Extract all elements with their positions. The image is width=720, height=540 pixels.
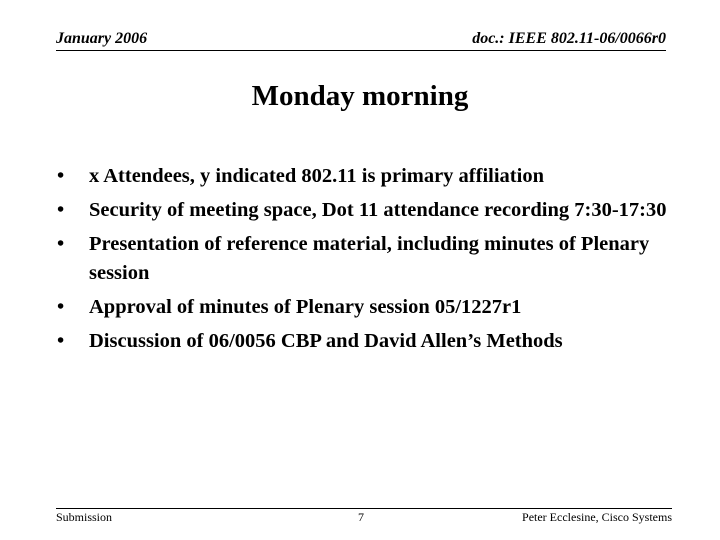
bullet-icon: • bbox=[57, 330, 65, 352]
bullet-icon: • bbox=[57, 199, 65, 221]
bullet-text: Discussion of 06/0056 CBP and David Allen’s Methods bbox=[89, 330, 563, 352]
bullet-icon: • bbox=[57, 233, 65, 255]
bullet-item bbox=[56, 162, 676, 191]
footer-divider bbox=[56, 508, 672, 509]
bullet-text: Security of meeting space, Dot 11 attendance recording 7:30-17:30 bbox=[89, 199, 667, 221]
slide-title: Monday morning bbox=[251, 80, 469, 112]
bullet-text: Presentation of reference material, including minutes of Plenary session bbox=[89, 233, 650, 284]
bullet-list bbox=[56, 162, 676, 361]
header-doc-id: doc.: IEEE 802.11-06/0066r0 bbox=[472, 30, 666, 47]
bullet-text: x Attendees, y indicated 802.11 is primary affiliation bbox=[89, 165, 544, 187]
bullet-item bbox=[56, 293, 676, 322]
bullet-icon: • bbox=[57, 296, 65, 318]
footer-author: Peter Ecclesine, Cisco Systems bbox=[522, 510, 672, 524]
bullet-icon: • bbox=[57, 165, 65, 187]
bullet-item bbox=[56, 327, 676, 356]
bullet-item bbox=[56, 196, 676, 225]
bullet-text: Approval of minutes of Plenary session 05/1227r1 bbox=[89, 296, 522, 318]
footer-submission: Submission bbox=[56, 510, 113, 524]
footer-page-number: 7 bbox=[358, 510, 364, 524]
header-divider bbox=[56, 50, 666, 51]
header-date: January 2006 bbox=[56, 30, 148, 47]
bullet-item bbox=[56, 230, 676, 288]
